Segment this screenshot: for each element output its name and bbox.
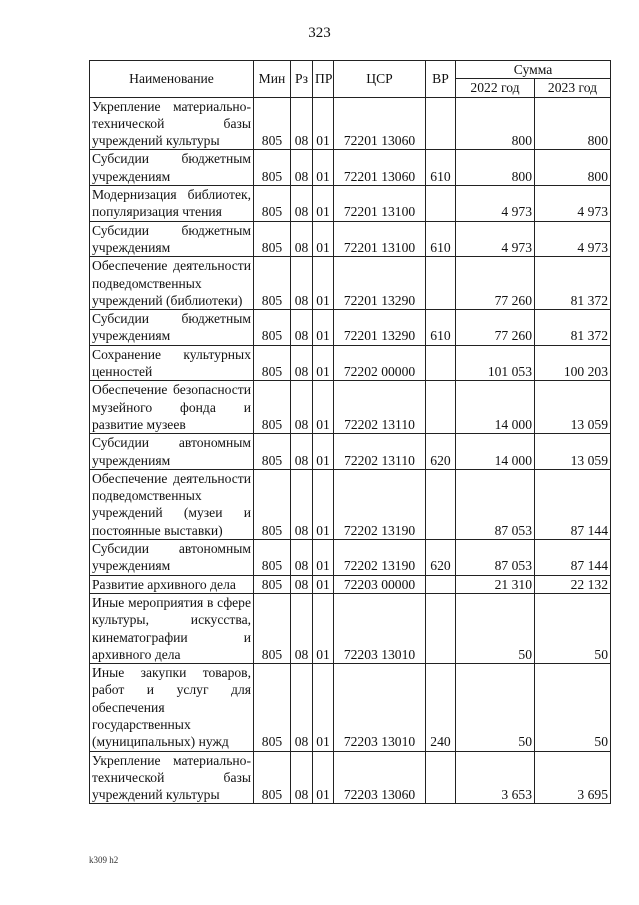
cell-min: 805 — [254, 310, 291, 346]
cell-vr — [426, 575, 456, 593]
cell-rz: 08 — [291, 575, 313, 593]
cell-pr: 01 — [313, 381, 334, 434]
cell-csr: 72201 13100 — [334, 186, 426, 222]
cell-2022: 50 — [456, 664, 535, 751]
header-name: Наименование — [90, 61, 254, 98]
cell-pr: 01 — [313, 540, 334, 576]
cell-csr: 72202 13190 — [334, 469, 426, 539]
cell-rz: 08 — [291, 434, 313, 470]
cell-csr: 72201 13060 — [334, 150, 426, 186]
cell-2022: 14 000 — [456, 381, 535, 434]
cell-2023: 800 — [535, 97, 611, 150]
cell-name: Иные мероприятия в сфере культуры, искусства, кинематографии и архивного дела — [90, 593, 254, 663]
header-year-2023: 2023 год — [535, 79, 611, 97]
table-row — [90, 575, 611, 593]
cell-2023: 22 132 — [535, 575, 611, 593]
cell-min: 805 — [254, 381, 291, 434]
table-row — [90, 593, 611, 663]
cell-2023: 100 203 — [535, 345, 611, 381]
cell-vr — [426, 186, 456, 222]
cell-2023: 87 144 — [535, 469, 611, 539]
cell-2023: 13 059 — [535, 381, 611, 434]
cell-name: Обеспечение деятельности подведомственных учреждений (библиотеки) — [90, 257, 254, 310]
header-min: Мин — [254, 61, 291, 98]
cell-pr: 01 — [313, 97, 334, 150]
cell-min: 805 — [254, 257, 291, 310]
table-row — [90, 257, 611, 310]
cell-min: 805 — [254, 434, 291, 470]
cell-2022: 77 260 — [456, 310, 535, 346]
cell-vr: 620 — [426, 434, 456, 470]
cell-csr: 72203 00000 — [334, 575, 426, 593]
cell-vr — [426, 257, 456, 310]
cell-2023: 50 — [535, 664, 611, 751]
cell-rz: 08 — [291, 97, 313, 150]
table-row — [90, 540, 611, 576]
cell-vr: 610 — [426, 310, 456, 346]
cell-csr: 72201 13100 — [334, 221, 426, 257]
cell-name: Субсидии автономным учреждениям — [90, 540, 254, 576]
cell-pr: 01 — [313, 434, 334, 470]
table-header — [90, 61, 611, 98]
cell-2023: 4 973 — [535, 186, 611, 222]
table-row — [90, 751, 611, 804]
table-body — [90, 97, 611, 804]
cell-rz: 08 — [291, 593, 313, 663]
header-vr: ВР — [426, 61, 456, 98]
cell-csr: 72203 13010 — [334, 664, 426, 751]
cell-min: 805 — [254, 345, 291, 381]
cell-rz: 08 — [291, 664, 313, 751]
cell-pr: 01 — [313, 310, 334, 346]
cell-vr: 240 — [426, 664, 456, 751]
cell-vr: 610 — [426, 150, 456, 186]
cell-rz: 08 — [291, 257, 313, 310]
table-row — [90, 381, 611, 434]
header-rz: Рз — [291, 61, 313, 98]
cell-2022: 800 — [456, 97, 535, 150]
cell-min: 805 — [254, 150, 291, 186]
page-number: 323 — [308, 25, 331, 41]
table-row — [90, 97, 611, 150]
cell-csr: 72201 13060 — [334, 97, 426, 150]
cell-2022: 14 000 — [456, 434, 535, 470]
table-row — [90, 310, 611, 346]
cell-pr: 01 — [313, 150, 334, 186]
table-row — [90, 186, 611, 222]
cell-csr: 72201 13290 — [334, 310, 426, 346]
cell-pr: 01 — [313, 257, 334, 310]
cell-2023: 13 059 — [535, 434, 611, 470]
header-csr: ЦСР — [334, 61, 426, 98]
cell-pr: 01 — [313, 751, 334, 804]
cell-name: Обеспечение безопасности музейного фонда и развитие музеев — [90, 381, 254, 434]
cell-vr — [426, 381, 456, 434]
cell-2022: 87 053 — [456, 540, 535, 576]
cell-2022: 87 053 — [456, 469, 535, 539]
table-row — [90, 469, 611, 539]
cell-rz: 08 — [291, 381, 313, 434]
cell-min: 805 — [254, 664, 291, 751]
cell-csr: 72203 13010 — [334, 593, 426, 663]
cell-2023: 50 — [535, 593, 611, 663]
cell-name: Развитие архивного дела — [90, 575, 254, 593]
cell-vr: 610 — [426, 221, 456, 257]
cell-pr: 01 — [313, 469, 334, 539]
cell-2023: 81 372 — [535, 310, 611, 346]
budget-table — [89, 60, 611, 804]
header-sum: Сумма — [456, 61, 611, 79]
cell-min: 805 — [254, 469, 291, 539]
cell-rz: 08 — [291, 186, 313, 222]
cell-csr: 72202 13110 — [334, 381, 426, 434]
cell-min: 805 — [254, 751, 291, 804]
table-row — [90, 150, 611, 186]
cell-name: Субсидии бюджетным учреждениям — [90, 221, 254, 257]
cell-rz: 08 — [291, 345, 313, 381]
cell-min: 805 — [254, 97, 291, 150]
cell-pr: 01 — [313, 186, 334, 222]
cell-rz: 08 — [291, 150, 313, 186]
header-pr: ПР — [313, 61, 334, 98]
cell-name: Иные закупки товаров, работ и услуг для обеспечения государственных (муниципальных) нужд — [90, 664, 254, 751]
cell-name: Субсидии бюджетным учреждениям — [90, 150, 254, 186]
cell-min: 805 — [254, 575, 291, 593]
cell-vr — [426, 345, 456, 381]
cell-rz: 08 — [291, 540, 313, 576]
cell-csr: 72203 13060 — [334, 751, 426, 804]
cell-name: Сохранение культурных ценностей — [90, 345, 254, 381]
cell-name: Обеспечение деятельности подведомственных учреждений (музеи и постоянные выставки) — [90, 469, 254, 539]
cell-2022: 77 260 — [456, 257, 535, 310]
cell-pr: 01 — [313, 575, 334, 593]
cell-2022: 800 — [456, 150, 535, 186]
cell-min: 805 — [254, 593, 291, 663]
cell-pr: 01 — [313, 221, 334, 257]
cell-csr: 72201 13290 — [334, 257, 426, 310]
cell-vr — [426, 593, 456, 663]
cell-csr: 72202 13190 — [334, 540, 426, 576]
footer-code: k309 h2 — [89, 855, 119, 865]
cell-2022: 4 973 — [456, 221, 535, 257]
cell-rz: 08 — [291, 469, 313, 539]
table-row — [90, 434, 611, 470]
table-row — [90, 345, 611, 381]
cell-pr: 01 — [313, 593, 334, 663]
cell-csr: 72202 13110 — [334, 434, 426, 470]
cell-name: Укрепление материально-технической базы учреждений культуры — [90, 751, 254, 804]
cell-rz: 08 — [291, 221, 313, 257]
cell-2023: 3 695 — [535, 751, 611, 804]
table-row — [90, 664, 611, 751]
cell-2022: 21 310 — [456, 575, 535, 593]
cell-2022: 4 973 — [456, 186, 535, 222]
cell-min: 805 — [254, 221, 291, 257]
cell-name: Субсидии автономным учреждениям — [90, 434, 254, 470]
cell-vr: 620 — [426, 540, 456, 576]
cell-min: 805 — [254, 540, 291, 576]
cell-name: Субсидии бюджетным учреждениям — [90, 310, 254, 346]
cell-name: Укрепление материально-технической базы учреждений культуры — [90, 97, 254, 150]
cell-vr — [426, 97, 456, 150]
table-row — [90, 221, 611, 257]
cell-vr — [426, 469, 456, 539]
header-year-2022: 2022 год — [456, 79, 535, 97]
cell-min: 805 — [254, 186, 291, 222]
cell-name: Модернизация библиотек, популяризация чтения — [90, 186, 254, 222]
cell-2023: 4 973 — [535, 221, 611, 257]
cell-2022: 101 053 — [456, 345, 535, 381]
cell-pr: 01 — [313, 345, 334, 381]
cell-2023: 87 144 — [535, 540, 611, 576]
cell-rz: 08 — [291, 310, 313, 346]
cell-2022: 3 653 — [456, 751, 535, 804]
cell-vr — [426, 751, 456, 804]
cell-2023: 800 — [535, 150, 611, 186]
cell-2023: 81 372 — [535, 257, 611, 310]
cell-2022: 50 — [456, 593, 535, 663]
cell-pr: 01 — [313, 664, 334, 751]
cell-rz: 08 — [291, 751, 313, 804]
cell-csr: 72202 00000 — [334, 345, 426, 381]
